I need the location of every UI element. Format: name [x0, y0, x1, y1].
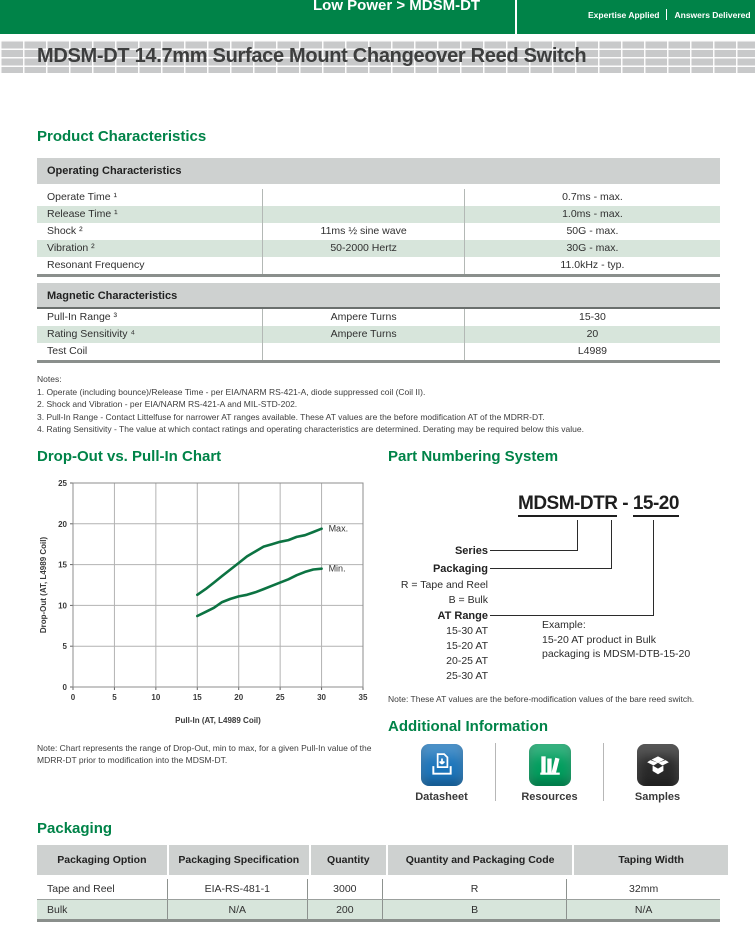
section-heading-product-characteristics: Product Characteristics — [37, 128, 207, 145]
svg-text:15: 15 — [58, 560, 67, 570]
header-divider — [515, 0, 517, 34]
table-cell: 15-30 — [464, 309, 720, 326]
datasheet-label: Datasheet — [415, 791, 468, 803]
note-line: 3. Pull-In Range - Contact Littelfuse for narrower AT ranges available. These AT values are the before modification AT of the MDRR-DT. — [37, 411, 545, 422]
table-cell: Tape and Reel — [47, 883, 115, 895]
table-row — [37, 206, 720, 223]
part-numbering-diagram — [388, 493, 735, 690]
table-cell: Bulk — [47, 904, 68, 916]
packaging-table — [37, 845, 720, 922]
table-cell: Shock ² — [47, 225, 83, 237]
section-heading-part-numbering: Part Numbering System — [388, 448, 559, 465]
column-header: Quantity — [311, 845, 386, 875]
part-number-separator: - — [617, 493, 633, 514]
table-cell: 11ms ½ sine wave — [262, 223, 463, 240]
table-cell — [262, 189, 463, 206]
characteristics-tables — [37, 158, 720, 363]
note-line: 1. Operate (including bounce)/Release Time - per EIA/NARM RS-421-A, diode suppressed coil (Coil II). — [37, 386, 426, 397]
table-cell: B — [382, 900, 566, 920]
table-cell: 200 — [307, 900, 382, 920]
magnetic-characteristics-table — [37, 283, 720, 363]
table-cell: Resonant Frequency — [47, 259, 145, 271]
table-row — [37, 879, 720, 899]
at-range-option: 15-30 AT — [446, 625, 488, 637]
svg-text:20: 20 — [58, 519, 67, 529]
packaging-label: Packaging — [432, 563, 488, 575]
table-cell: 3000 — [307, 879, 382, 899]
part-numbering-note: Note: These AT values are the before-modification values of the bare reed switch. — [388, 694, 695, 704]
svg-text:5: 5 — [62, 642, 67, 652]
svg-text:Drop-Out (AT, L4989 Coil): Drop-Out (AT, L4989 Coil) — [39, 536, 48, 634]
series-label: Series — [454, 545, 488, 557]
svg-text:15: 15 — [192, 693, 202, 702]
table-row — [37, 326, 720, 343]
table-cell — [262, 343, 463, 360]
chart-canvas — [37, 475, 377, 727]
title-banner — [0, 40, 755, 73]
tagline-right: Answers Delivered — [674, 9, 751, 20]
datasheet-download-icon[interactable] — [421, 744, 463, 786]
column-header: Packaging Specification — [169, 845, 309, 875]
section-heading-packaging: Packaging — [37, 820, 113, 837]
table-cell: Vibration ² — [47, 242, 95, 254]
column-header: Quantity and Packaging Code — [388, 845, 572, 875]
table-row — [37, 240, 720, 257]
column-header: Packaging Option — [37, 845, 167, 875]
table-row — [37, 223, 720, 240]
note-line: Notes: — [37, 374, 62, 384]
table-cell: EIA-RS-481-1 — [167, 879, 307, 899]
part-number-series-segment: MDSM-DT — [518, 493, 604, 517]
table-row — [37, 309, 720, 326]
breadcrumb: Low Power > MDSM-DT — [313, 0, 481, 14]
svg-text:25: 25 — [275, 693, 285, 702]
svg-text:Pull-In (AT, L4989 Coil): Pull-In (AT, L4989 Coil) — [175, 716, 261, 725]
tagline-separator — [666, 9, 667, 20]
table-cell: 30G - max. — [464, 240, 720, 257]
svg-text:20: 20 — [234, 693, 244, 702]
svg-text:5: 5 — [112, 693, 117, 702]
svg-text:0: 0 — [62, 683, 67, 692]
part-number-range-segment: 15-20 — [633, 493, 679, 517]
chart-note: Note: Chart represents the range of Drop-Out, min to max, for a given Pull-In value of the MDRR-DT prior to modification into the MDSM-DT. — [37, 743, 372, 766]
samples-label: Samples — [634, 791, 681, 803]
svg-text:Max.: Max. — [328, 523, 349, 534]
datasheet-link[interactable] — [388, 741, 495, 803]
dropout-pullin-chart — [37, 475, 377, 732]
resources-label: Resources — [521, 791, 578, 803]
table-cell: Pull-In Range ³ — [47, 311, 118, 323]
packaging-section — [37, 820, 720, 922]
packaging-option: B = Bulk — [448, 594, 488, 606]
at-range-option: 20-25 AT — [446, 655, 488, 667]
resources-link[interactable] — [496, 741, 603, 803]
table-cell — [262, 257, 463, 274]
column-header: Taping Width — [574, 845, 728, 875]
svg-text:10: 10 — [151, 693, 161, 702]
table-cell: Ampere Turns — [262, 309, 463, 326]
table-cell: Ampere Turns — [262, 326, 463, 343]
table-cell: 50G - max. — [464, 223, 720, 240]
additional-info-links — [388, 741, 735, 803]
svg-text:0: 0 — [70, 693, 76, 702]
svg-text:Min.: Min. — [328, 563, 346, 574]
table-cell: 20 — [464, 326, 720, 343]
svg-text:10: 10 — [58, 601, 67, 611]
at-range-label: AT Range — [437, 610, 488, 622]
example-line: packaging is MDSM-DTB-15-20 — [542, 648, 691, 661]
at-range-connector-line — [490, 520, 654, 616]
open-box-icon[interactable] — [637, 744, 679, 786]
table-cell: 0.7ms - max. — [464, 189, 720, 206]
part-number-example — [542, 618, 690, 662]
example-line: Example: — [542, 619, 586, 631]
table-cell: Test Coil — [47, 345, 88, 357]
svg-text:35: 35 — [358, 693, 368, 702]
part-numbering-section — [388, 448, 735, 803]
table-cell: L4989 — [464, 343, 720, 360]
part-number-packaging-segment: R — [604, 493, 617, 517]
table-title-magnetic: Magnetic Characteristics — [37, 283, 720, 309]
table-row — [37, 343, 720, 360]
operating-characteristics-table — [37, 158, 720, 277]
table-cell: 32mm — [566, 879, 720, 899]
table-cell: 11.0kHz - typ. — [464, 257, 720, 274]
packaging-table-header — [37, 845, 720, 875]
brand-tagline — [588, 9, 751, 20]
table-cell: R — [382, 879, 566, 899]
chart-section — [37, 448, 377, 767]
table-cell: Rating Sensitivity ⁴ — [47, 328, 135, 340]
table-cell: 50-2000 Hertz — [262, 240, 463, 257]
section-heading-chart: Drop-Out vs. Pull-In Chart — [37, 448, 222, 465]
table-cell: Operate Time ¹ — [47, 191, 118, 203]
books-icon[interactable] — [529, 744, 571, 786]
table-cell: 1.0ms - max. — [464, 206, 720, 223]
page-title: MDSM-DT 14.7mm Surface Mount Changeover Reed Switch — [37, 45, 587, 67]
samples-link[interactable] — [604, 741, 711, 803]
table-row — [37, 257, 720, 274]
at-range-option: 25-30 AT — [446, 670, 488, 682]
at-range-option: 15-20 AT — [446, 640, 488, 652]
table-cell — [262, 206, 463, 223]
footnotes — [37, 374, 727, 437]
table-row — [37, 899, 720, 919]
table-cell: N/A — [167, 900, 307, 920]
svg-text:25: 25 — [58, 479, 67, 488]
table-cell: N/A — [566, 900, 720, 920]
note-line: 4. Rating Sensitivity - The value at which contact ratings and operating characteristics are determined. Derating may be required below this value. — [37, 424, 584, 434]
table-row — [37, 189, 720, 206]
tagline-left: Expertise Applied — [588, 9, 660, 20]
table-title-operating: Operating Characteristics — [37, 158, 720, 184]
note-line: 2. Shock and Vibration - per EIA/NARM RS-421-A and MIL-STD-202. — [37, 399, 298, 409]
packaging-option: R = Tape and Reel — [400, 579, 488, 591]
example-line: 15-20 AT product in Bulk — [542, 633, 657, 646]
svg-text:30: 30 — [317, 693, 327, 702]
top-header-bar — [0, 0, 755, 34]
table-cell: Release Time ¹ — [47, 208, 118, 220]
example-part-number — [518, 493, 679, 515]
section-heading-additional-information: Additional Information — [388, 718, 548, 735]
